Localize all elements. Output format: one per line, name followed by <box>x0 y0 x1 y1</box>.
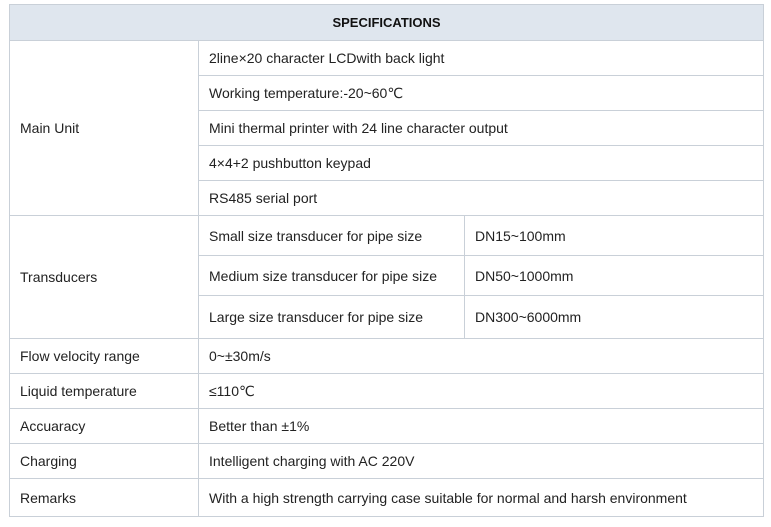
specifications-table <box>9 4 764 517</box>
accuracy-label: Accuaracy <box>10 409 199 444</box>
transducer-name: Small size transducer for pipe size <box>199 216 465 256</box>
liquid-temperature-label: Liquid temperature <box>10 374 199 409</box>
main-unit-item: Mini thermal printer with 24 line character output <box>199 111 764 146</box>
transducer-size: DN300~6000mm <box>465 296 764 339</box>
accuracy-value: Better than ±1% <box>199 409 764 444</box>
main-unit-label: Main Unit <box>10 41 199 216</box>
remarks-label: Remarks <box>10 479 199 517</box>
flow-velocity-label: Flow velocity range <box>10 339 199 374</box>
main-unit-item: Working temperature:-20~60℃ <box>199 76 764 111</box>
flow-velocity-value: 0~±30m/s <box>199 339 764 374</box>
table-row <box>10 479 764 517</box>
table-row <box>10 374 764 409</box>
specifications-container <box>9 4 763 517</box>
main-unit-item: 2line×20 character LCDwith back light <box>199 41 764 76</box>
table-header-row <box>10 5 764 41</box>
table-row <box>10 41 764 76</box>
table-title: SPECIFICATIONS <box>10 5 764 41</box>
table-row <box>10 444 764 479</box>
remarks-value: With a high strength carrying case suitable for normal and harsh environment <box>199 479 764 517</box>
charging-label: Charging <box>10 444 199 479</box>
transducer-size: DN50~1000mm <box>465 256 764 296</box>
transducer-size: DN15~100mm <box>465 216 764 256</box>
table-row <box>10 216 764 256</box>
main-unit-item: RS485 serial port <box>199 181 764 216</box>
table-row <box>10 409 764 444</box>
liquid-temperature-value: ≤110℃ <box>199 374 764 409</box>
transducer-name: Large size transducer for pipe size <box>199 296 465 339</box>
transducer-name: Medium size transducer for pipe size <box>199 256 465 296</box>
main-unit-item: 4×4+2 pushbutton keypad <box>199 146 764 181</box>
transducers-label: Transducers <box>10 216 199 339</box>
charging-value: Intelligent charging with AC 220V <box>199 444 764 479</box>
table-row <box>10 339 764 374</box>
